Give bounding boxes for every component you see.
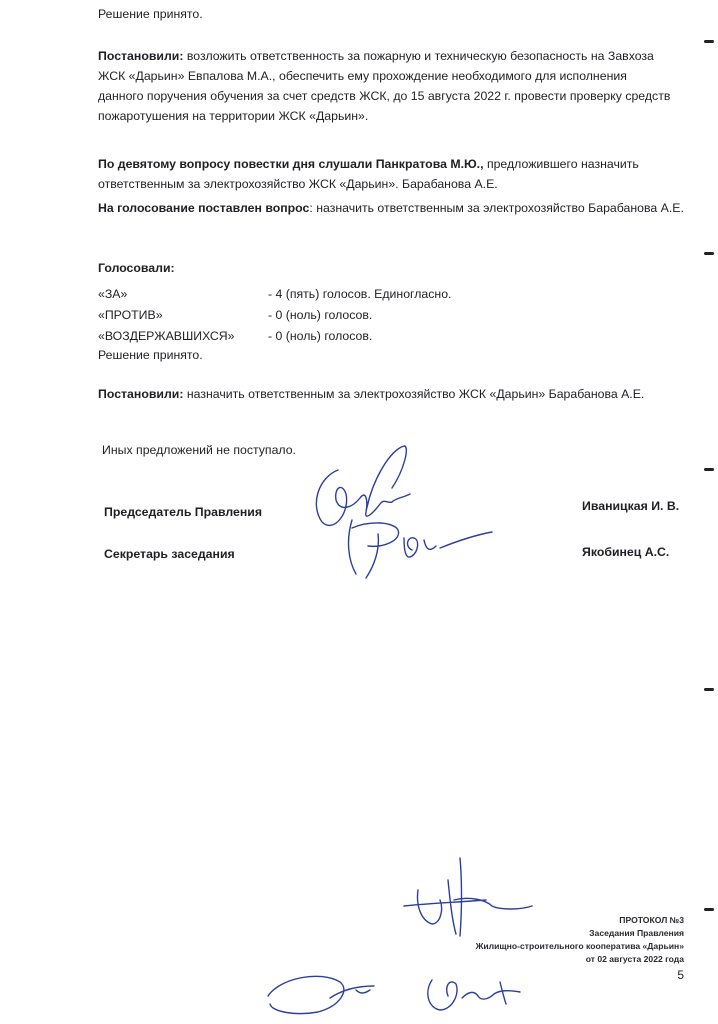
vote-row-abstain: «ВОЗДЕРЖАВШИХСЯ» - 0 (ноль) голосов. <box>98 329 373 343</box>
resolution-1: Постановили: возложить ответственность за пожарную и техническую безопасность на Завхоза ЖСК «Дарьин» Евпалова М.А., обеспечить ему прохождение необходимого для исполнения данного поручения обучения за счет средств ЖСК, до 15 августа 2022 г. провести проверку средств пожаротушения на территории ЖСК «Дарьин». <box>98 49 671 123</box>
secretary-role: Секретарь заседания <box>104 547 235 561</box>
chair-role: Председатель Правления <box>104 505 263 519</box>
footer-protocol-number: ПРОТОКОЛ №3 <box>619 915 684 925</box>
vote-question-label: На голосование поставлен вопрос <box>98 201 310 215</box>
decision-2: Решение принято. <box>98 348 203 362</box>
chair-name: Иваницкая И. В. <box>582 499 680 513</box>
ninth-question: По девятому вопросу повестки дня слушали Панкратова М.Ю., предложившего назначить ответственным за электрохозяйство ЖСК «Дарьин». Барабанова А.Е. <box>98 157 639 191</box>
secretary-name: Якобинец А.С. <box>582 545 670 559</box>
vote-row-for: «ЗА» - 4 (пять) голосов. Единогласно. <box>98 287 452 301</box>
decision-1: Решение принято. <box>98 7 203 21</box>
edge-mark-2 <box>704 252 714 255</box>
footer-signature-2 <box>268 976 374 1013</box>
page-number: 5 <box>677 968 684 982</box>
footer-cooperative: Жилищно-строительного кооператива «Дарьин» <box>475 941 684 951</box>
resolution-2-label: Постановили: <box>98 387 184 401</box>
protocol-footer <box>476 914 684 966</box>
vote-question: На голосование поставлен вопрос: назначить ответственным за электрохозяйство Барабанова А.Е. <box>98 201 684 215</box>
voting-title: Голосовали: <box>98 261 175 275</box>
edge-mark-4 <box>704 688 714 691</box>
vote-row-against: «ПРОТИВ» - 0 (ноль) голосов. <box>98 308 373 322</box>
edge-mark-1 <box>704 40 714 43</box>
ninth-question-label: По девятому вопросу повестки дня слушали Панкратова М.Ю., <box>98 157 484 171</box>
footer-meeting: Заседания Правления <box>589 928 684 938</box>
edge-mark-5 <box>704 908 714 911</box>
edge-mark-3 <box>704 468 714 471</box>
secretary-signature <box>349 520 492 578</box>
resolution-1-label: Постановили: <box>98 49 184 63</box>
resolution-2: Постановили: назначить ответственным за электрохозяйство ЖСК «Дарьин» Барабанова А.Е. <box>98 387 645 401</box>
footer-date: от 02 августа 2022 года <box>585 954 684 964</box>
no-other-proposals: Иных предложений не поступало. <box>102 443 296 457</box>
chair-signature <box>316 446 410 525</box>
footer-signature-3 <box>428 980 520 1010</box>
